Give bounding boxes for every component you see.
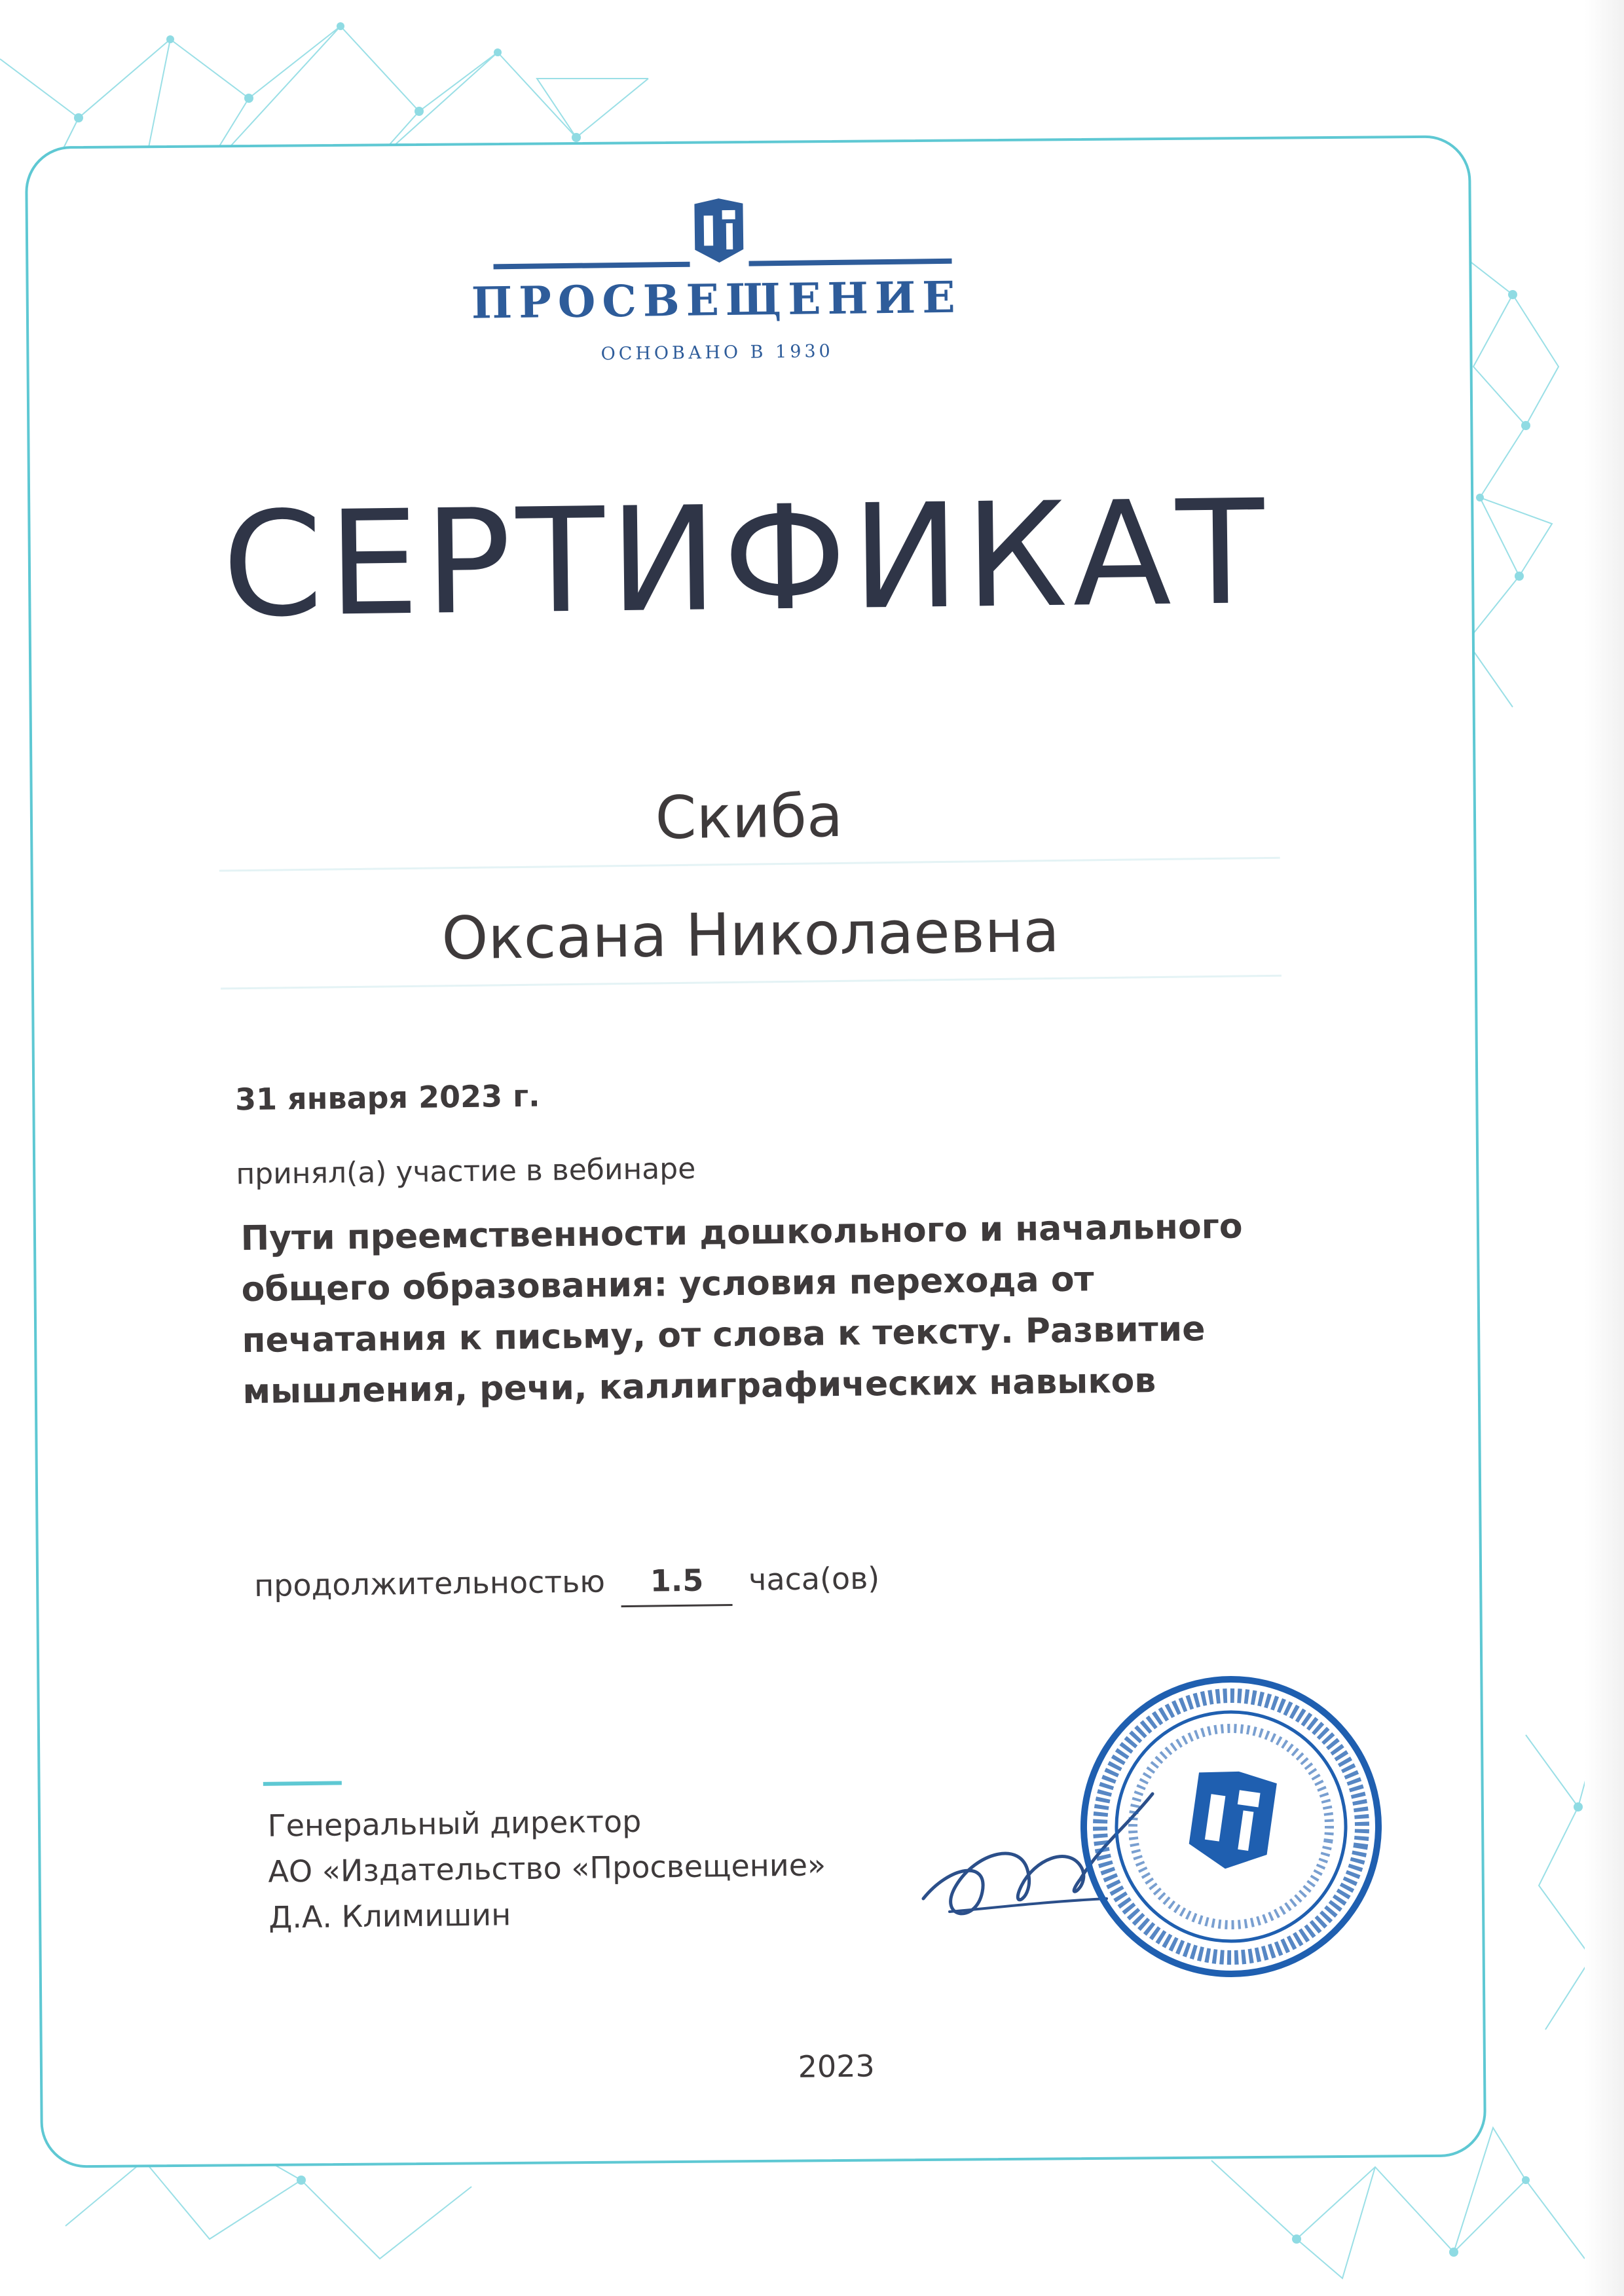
signatory-position: Генеральный директор — [267, 1803, 642, 1844]
duration-label: продолжительностью — [253, 1563, 606, 1603]
company-seal-icon — [1054, 1649, 1409, 2004]
participation-text: принял(а) участие в вебинаре — [236, 1152, 696, 1192]
webinar-topic — [240, 1200, 1317, 1417]
signatory-name: Д.А. Климишин — [268, 1897, 511, 1935]
topic-line: общего образования: условия перехода от — [241, 1260, 1094, 1310]
certificate-year: 2023 — [798, 2048, 876, 2085]
topic-line: мышления, речи, каллиграфических навыков — [242, 1361, 1156, 1412]
signatory-accent-line — [263, 1781, 342, 1785]
topic-line: Пути преемственности дошкольного и начального — [240, 1207, 1243, 1259]
logo-line-left — [494, 262, 690, 270]
topic-line: печатания к письму, от слова к тексту. Развитие — [242, 1309, 1206, 1361]
recipient-given-names: Оксана Николаевна — [441, 896, 1060, 974]
duration-unit: часа(ов) — [748, 1560, 880, 1597]
organization-founded: ОСНОВАНО В 1930 — [600, 341, 834, 365]
duration-row — [254, 1560, 880, 1612]
logo-line-right — [748, 259, 951, 266]
surname-rule — [219, 857, 1280, 872]
duration-value: 1.5 — [621, 1562, 733, 1607]
given-names-rule — [221, 975, 1282, 990]
organization-name: ПРОСВЕЩЕНИЕ — [471, 271, 963, 329]
certificate-title: СЕРТИФИКАТ — [221, 468, 1271, 649]
ip-logo-icon — [689, 197, 748, 270]
recipient-surname: Скиба — [655, 781, 843, 853]
event-date: 31 января 2023 г. — [234, 1078, 540, 1118]
signatory-company: АО «Издательство «Просвещение» — [268, 1847, 826, 1889]
